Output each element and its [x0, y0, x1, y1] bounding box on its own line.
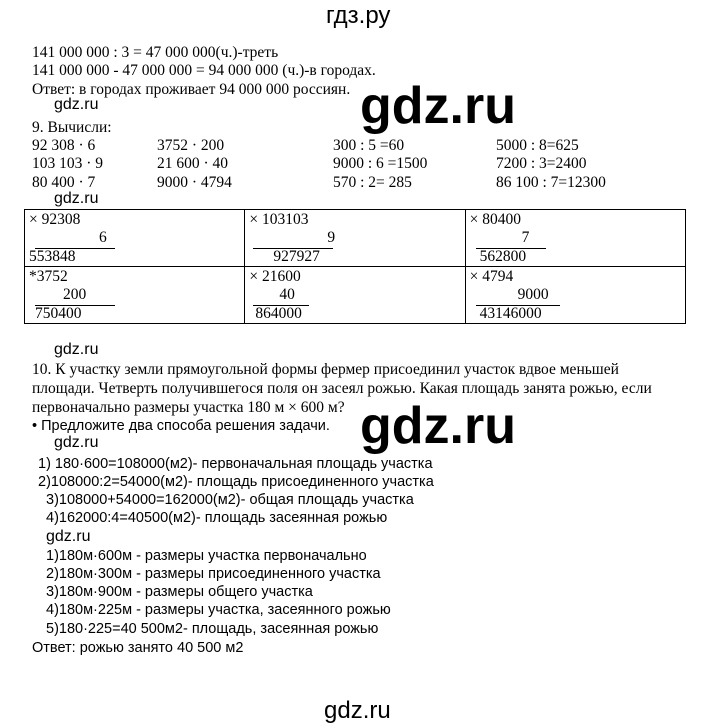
product: 553848	[29, 248, 76, 265]
multiplicand: × 92308	[29, 211, 81, 228]
task10-text-line: площади. Четверть получившегося поля он засеял рожью. Какая площадь занята рожью, если	[32, 380, 652, 397]
multiplier: 6	[99, 229, 107, 246]
task9-expr: 86 100 : 7=12300	[496, 174, 606, 191]
product: 750400	[35, 305, 82, 322]
task9-expr: 300 : 5 =60	[333, 137, 405, 154]
task9-expr: 9000 · 4794	[157, 174, 232, 191]
multiplicand: × 80400	[469, 211, 522, 228]
text-line-cities: 141 000 000 - 47 000 000 = 94 000 000 (ч.)-в городах.	[32, 62, 376, 79]
product: 864000	[255, 305, 302, 322]
multiplicand: × 103103	[249, 211, 309, 228]
calc-cell	[245, 210, 465, 267]
calc-cell	[245, 267, 465, 324]
footer-logo: gdz.ru	[324, 697, 391, 724]
task9-expr: 5000 : 8=625	[496, 137, 579, 154]
calc-cell	[25, 210, 245, 267]
multiplier: 9	[327, 229, 336, 246]
task9-title: 9. Вычисли:	[32, 119, 112, 136]
multiplicand: × 4794	[469, 268, 514, 285]
task10-answer: Ответ: рожью занято 40 500 м2	[32, 640, 244, 656]
watermark-big: gdz.ru	[360, 77, 516, 135]
text-line-third: 141 000 000 : 3 = 47 000 000(ч.)-треть	[32, 44, 279, 61]
watermark-small: gdz.ru	[54, 96, 99, 113]
multiplier: 40	[279, 286, 295, 303]
header-logo: гдз.ру	[326, 2, 391, 29]
task9-expr: 3752 · 200	[157, 137, 225, 154]
method2-step: 5)180·225=40 500м2- площадь, засеянная рожью	[46, 621, 379, 637]
product: 562800	[479, 248, 527, 265]
method1-step: 1) 180·600=108000(м2)- первоначальная площадь участка	[38, 456, 433, 472]
calc-table	[24, 209, 686, 324]
method1-step: 3)108000+54000=162000(м2)- общая площадь участка	[46, 492, 414, 508]
multiplier: 200	[63, 286, 87, 303]
product: 927927	[273, 248, 320, 265]
calc-cell	[465, 267, 685, 324]
multiplicand: × 21600	[249, 268, 301, 285]
task9-expr: 103 103 · 9	[32, 155, 104, 172]
task10-bullet: • Предложите два способа решения задачи.	[32, 418, 330, 434]
task10-text-line: 10. К участку земли прямоугольной формы фермер присоединил участок вдвое меньшей	[32, 361, 619, 378]
task9-expr: 21 600 · 40	[157, 155, 229, 172]
table-row	[25, 210, 686, 267]
product: 43146000	[479, 305, 542, 322]
task9-expr: 92 308 · 6	[32, 137, 96, 154]
task9-expr: 9000 : 6 =1500	[333, 155, 428, 172]
watermark-small: gdz.ru	[54, 434, 99, 451]
method1-step: 2)108000:2=54000(м2)- площадь присоединенного участка	[38, 474, 434, 490]
method2-step: 3)180м·900м - размеры общего участка	[46, 584, 313, 600]
answer-line: Ответ: в городах проживает 94 000 000 россиян.	[32, 81, 351, 98]
calc-cell	[25, 267, 245, 324]
watermark-big: gdz.ru	[360, 397, 516, 455]
multiplier: 7	[521, 229, 530, 246]
multiplicand: *3752	[29, 268, 68, 285]
watermark-small: gdz.ru	[46, 528, 91, 545]
method2-step: 2)180м·300м - размеры присоединенного участка	[46, 566, 381, 582]
method2-step: 1)180м·600м - размеры участка первоначально	[46, 548, 367, 564]
task9-expr: 7200 : 3=2400	[496, 155, 587, 172]
method1-step: 4)162000:4=40500(м2)- площадь засеянная рожью	[46, 510, 388, 526]
multiplier: 9000	[517, 286, 549, 303]
task9-expr: 80 400 · 7	[32, 174, 96, 191]
method2-step: 4)180м·225м - размеры участка, засеянного рожью	[46, 602, 391, 618]
task9-expr: 570 : 2= 285	[333, 174, 412, 191]
watermark-small: gdz.ru	[54, 190, 99, 207]
watermark-small: gdz.ru	[54, 341, 99, 358]
calc-cell	[465, 210, 685, 267]
table-row	[25, 267, 686, 324]
task10-text-line: первоначально размеры участка 180 м × 600 м?	[32, 399, 345, 416]
